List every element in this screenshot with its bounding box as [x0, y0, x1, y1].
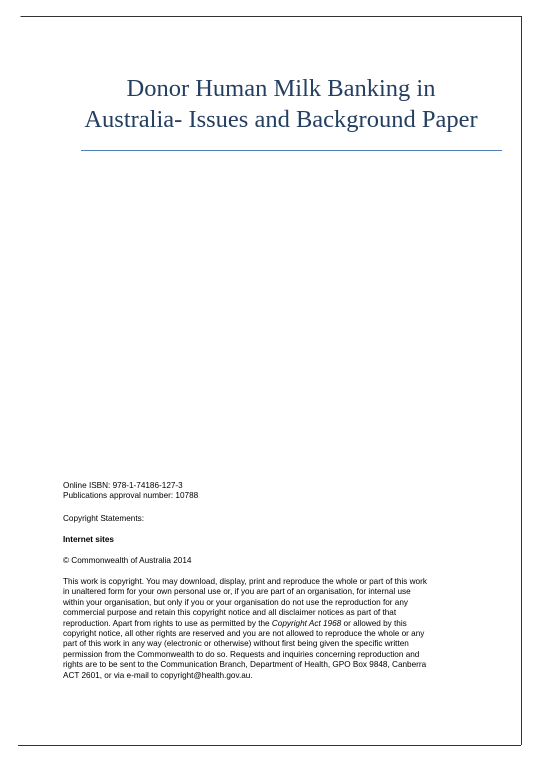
body-line: This work is copyright. You may download, display, print and reproduce the whole or part of this work [63, 577, 427, 586]
title-line-1: Donor Human Milk Banking in [126, 75, 436, 102]
body-text: reproduction. Apart from rights to use as permitted by the [63, 618, 272, 628]
copyright-body-paragraph [63, 577, 483, 681]
body-line: rights are to be sent to the Communication Branch, Department of Health, GPO Box 9848, Canberra [63, 660, 427, 670]
body-line: ACT 2601, or via e-mail to copyright@health.gov.au. [63, 670, 253, 680]
body-line: permission from the Commonwealth to do so. Requests and inquiries concerning reproduction and [63, 649, 420, 659]
body-line: commercial purpose and retain this copyright notice and all disclaimer notices as part of that [63, 608, 397, 618]
document-title [61, 73, 501, 135]
body-line [63, 619, 483, 629]
isbn-text: Online ISBN: 978-1-74186-127-3 [63, 481, 183, 490]
approval-number-text: Publications approval number: 10788 [63, 491, 199, 500]
body-line: within your organisation, but only if you or your organisation do not use the reproduction for any [63, 597, 408, 607]
body-line: part of this work in any way (electronic or otherwise) without first being given the specific written [63, 639, 409, 649]
act-reference: Copyright Act 1968 [271, 618, 342, 628]
title-underline [81, 150, 502, 151]
commonwealth-copyright-line: © Commonwealth of Australia 2014 [63, 556, 192, 565]
body-line: in unaltered form for your own personal use or, if you are part of an organisation, for internal use [63, 587, 411, 597]
copyright-statements-heading: Copyright Statements: [63, 514, 145, 523]
title-line-2: Australia- Issues and Background Paper [84, 106, 478, 133]
body-text: or allowed by this [341, 618, 407, 628]
internet-sites-heading: Internet sites [63, 535, 114, 544]
page-bottom-border [18, 745, 521, 746]
body-line: copyright notice, all other rights are reserved and you are not allowed to reproduce the whole or any [63, 629, 425, 639]
